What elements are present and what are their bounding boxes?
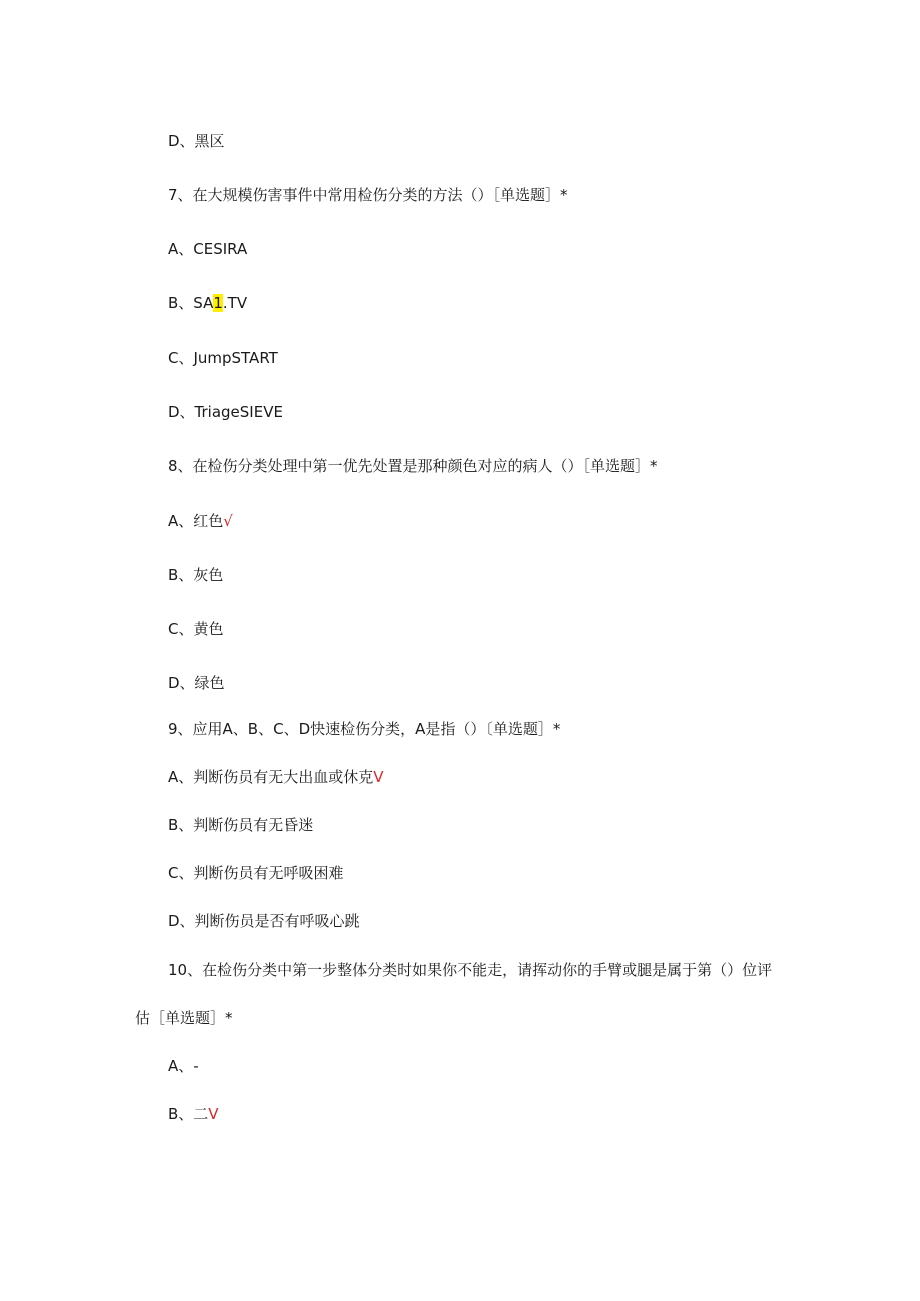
question-9-option-a <box>168 767 384 787</box>
question-8-option-c <box>168 619 223 639</box>
question-10-option-a <box>168 1056 199 1076</box>
option-text: C、JumpSTART <box>168 349 278 367</box>
option-text: C、判断伤员有无呼吸困难 <box>168 864 344 882</box>
option-text: A、CESIRA <box>168 240 248 258</box>
correct-answer-mark: V <box>208 1105 219 1123</box>
option-text: B、判断伤员有无昏迷 <box>168 816 314 834</box>
question-9-option-d <box>168 911 360 931</box>
question-9-option-c <box>168 863 343 883</box>
question-7-option-a <box>168 239 247 259</box>
question-7-option-b <box>168 293 247 313</box>
question-10-stem-line1 <box>168 960 772 980</box>
question-7-stem <box>168 185 568 205</box>
question-10-stem-line2 <box>135 1008 233 1028</box>
option-text-prefix: B、SA <box>168 294 214 312</box>
option-text: B、灰色 <box>168 566 224 584</box>
question-7-option-d <box>168 402 283 422</box>
question-9-stem <box>168 719 560 739</box>
correct-answer-mark: V <box>373 768 384 786</box>
option-text: A、- <box>168 1057 199 1075</box>
correct-answer-mark: √ <box>223 512 233 530</box>
option-text: D、绿色 <box>168 674 225 692</box>
option-text: A、判断伤员有无大出血或休克 <box>168 768 374 786</box>
option-text-suffix: .TV <box>222 294 248 312</box>
option-text: D、黑区 <box>168 132 225 150</box>
highlighted-text: 1 <box>213 294 223 312</box>
question-6-option-d <box>168 131 225 151</box>
question-text: 8、在检伤分类处理中第一优先处置是那种颜色对应的病人（）［单选题］* <box>168 457 658 475</box>
question-text: 9、应用A、B、C、D快速检伤分类，A是指（）〔单选题］* <box>168 720 561 738</box>
question-8-option-d <box>168 673 225 693</box>
option-text: A、红色 <box>168 512 224 530</box>
question-7-option-c <box>168 348 278 368</box>
question-text: 10、在检伤分类中第一步整体分类时如果你不能走，请挥动你的手臂或腿是属于第（）位评 <box>168 961 773 979</box>
question-10-option-b <box>168 1104 219 1124</box>
question-8-option-a <box>168 511 233 531</box>
question-8-option-b <box>168 565 223 585</box>
question-text: 7、在大规模伤害事件中常用检伤分类的方法（）［单选题］* <box>168 186 568 204</box>
option-text: D、TriageSIEVE <box>168 403 283 421</box>
option-text: D、判断伤员是否有呼吸心跳 <box>168 912 360 930</box>
option-text: B、二 <box>168 1105 209 1123</box>
question-text-continued: 估［单选题］* <box>135 1009 233 1027</box>
option-text: C、黄色 <box>168 620 224 638</box>
question-9-option-b <box>168 815 313 835</box>
question-8-stem <box>168 456 658 476</box>
